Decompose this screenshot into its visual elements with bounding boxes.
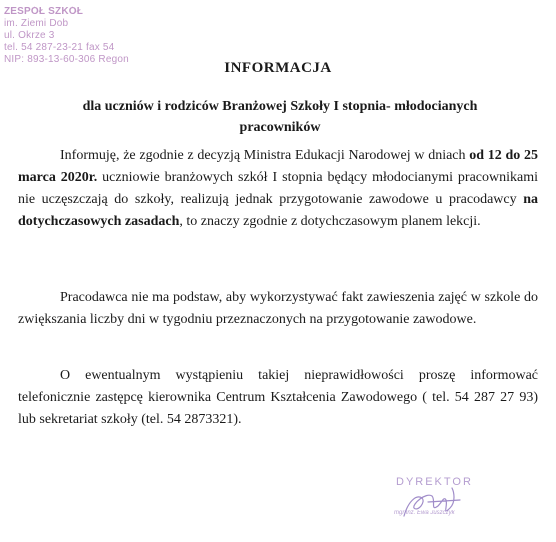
- paragraph-closure-info: [18, 145, 538, 233]
- p1-text-a: Informuję, że zgodnie z decyzją Ministra Edukacji Narodowej w dniach: [60, 148, 470, 163]
- subtitle-line-1: dla uczniów i rodziców Branżowej Szkoły I stopnia- młodocianych: [82, 99, 478, 114]
- director-signature-stamp: [382, 472, 522, 532]
- subtitle-line-2: pracowników: [239, 120, 321, 135]
- school-header-stamp: [4, 6, 188, 66]
- p1-text-e: , to znaczy zgodnie z dotychczasowym planem lekcji.: [179, 214, 481, 229]
- p1-dates: od 12 do 25 marca 2020r.: [18, 148, 538, 185]
- stamp-nip-regon: NIP: 893-13-60-306 Regon: [4, 54, 129, 65]
- signature-title: DYREKTOR: [396, 476, 473, 488]
- handwritten-signature: [382, 472, 522, 532]
- paragraph-contact-info: O ewentualnym wystąpieniu takiej nieprawidłowości proszę informować telefonicznie zastępcę kierownika Centrum Kształcenia Zawodowego ( tel. 54 287 27 93) lub sekretariat szkoły (tel. 54 2873321).: [18, 368, 538, 427]
- stamp-school-patron: im. Ziemi Dob: [4, 18, 69, 29]
- document-subtitle: [30, 96, 530, 138]
- stamp-address: ul. Okrze 3: [4, 30, 55, 41]
- paragraph-employer-notice: Pracodawca nie ma podstaw, aby wykorzystywać fakt zawieszenia zajęć w szkole do zwiększania liczby dni w tygodniu przeznaczonych na przygotowanie zawodowe.: [18, 290, 538, 327]
- p1-rules: na dotychczasowych zasadach: [18, 192, 538, 229]
- document-title: INFORMACJA: [224, 60, 332, 76]
- stamp-school-name: ZESPÓŁ SZKÓŁ: [4, 6, 84, 17]
- p1-text-c: uczniowie branżowych szkół I stopnia będący młodocianymi pracownikami nie uczęszczają do szkoły, realizują jednak przygotowanie zawodowe u pracodawcy: [18, 170, 539, 207]
- signature-name: mgr inż. Ewa Juszczyk: [394, 510, 455, 516]
- stamp-phone: tel. 54 287-23-21 fax 54: [4, 42, 115, 53]
